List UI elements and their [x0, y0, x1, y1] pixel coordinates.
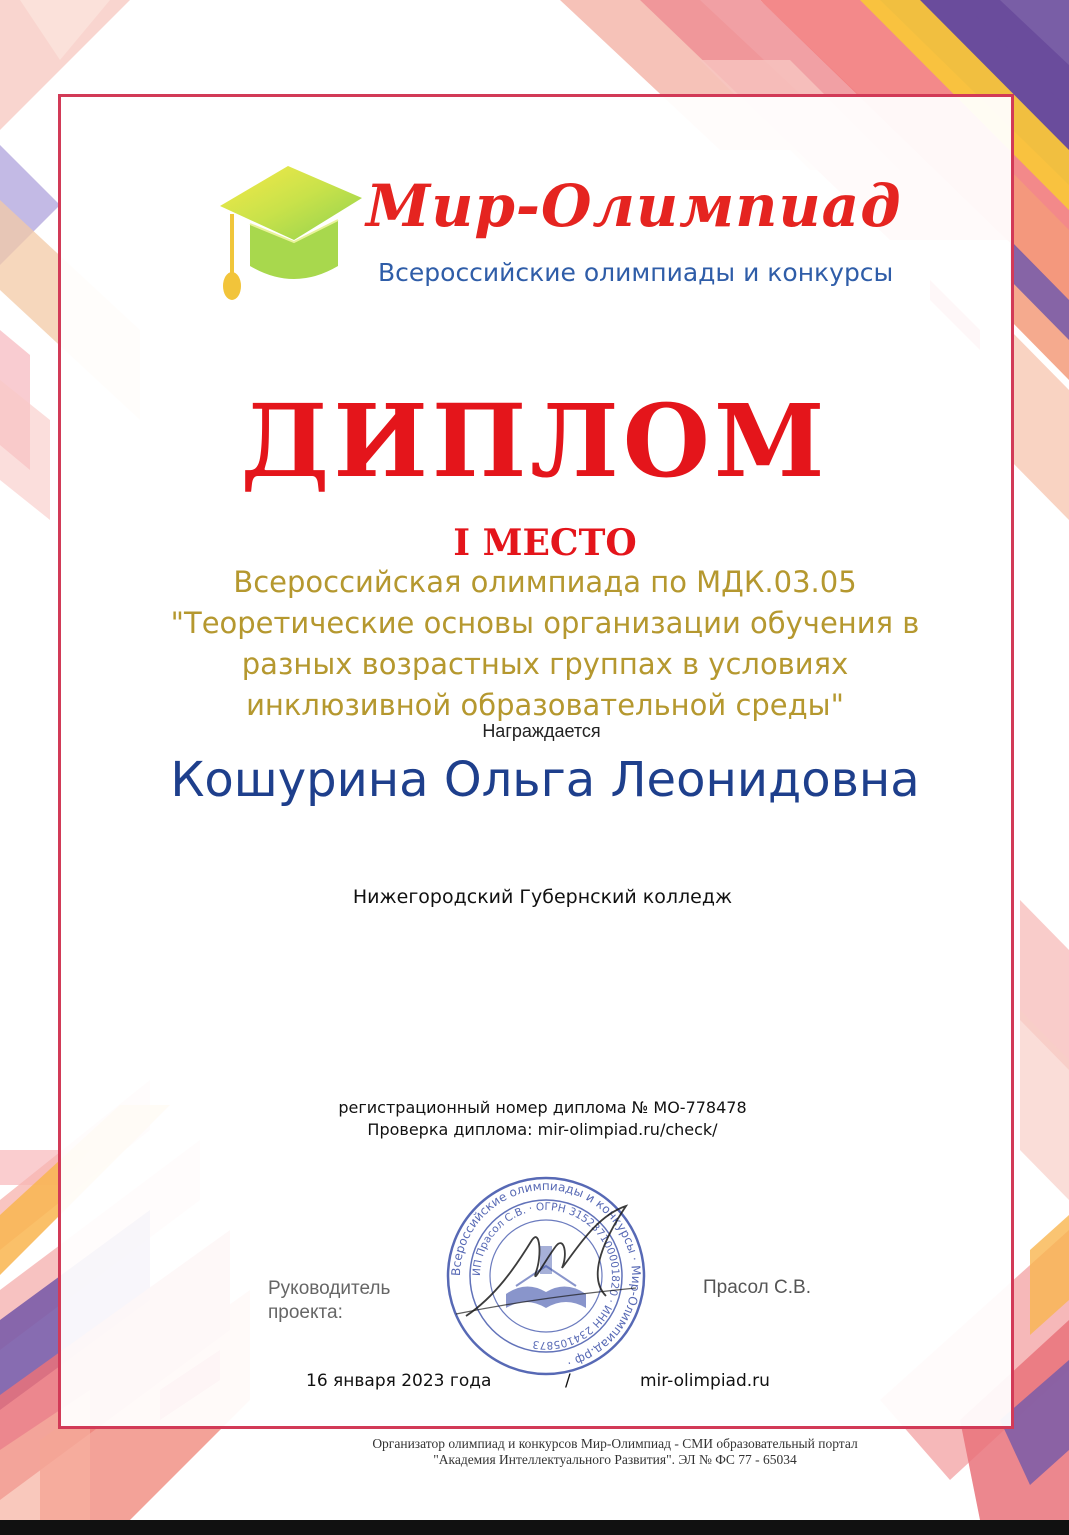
issue-date: 16 января 2023 года [306, 1371, 492, 1391]
place-label: I МЕСТО [453, 522, 637, 564]
footer-note [0, 1436, 1069, 1468]
olympiad-line: Всероссийская олимпиада по МДК.03.05 [233, 565, 857, 599]
olympiad-name [110, 562, 980, 726]
footer-line: Организатор олимпиад и конкурсов Мир-Олимпиад - СМИ образовательный портал [372, 1436, 858, 1451]
olympiad-line: разных возрастных группах в условиях [241, 647, 849, 681]
footer-line: "Академия Интеллектуального Развития". ЭЛ № ФС 77 - 65034 [433, 1452, 797, 1467]
organization-name: Нижегородский Губернский колледж [352, 886, 733, 908]
signer-role-line: проекта: [268, 1302, 343, 1323]
olympiad-line: инклюзивной образовательной среды" [246, 688, 844, 722]
signer-name: Прасол С.В. [703, 1277, 811, 1298]
stamp-seal-icon [436, 1176, 656, 1376]
logo-title: Мир-Олимпиад [366, 172, 902, 240]
stamp-inner-text: ИП Прасол С.В. · ОГРН 315237100001820 · ИНН 234105873 [470, 1200, 622, 1352]
bottom-bar [0, 1520, 1069, 1535]
verification-link: Проверка диплома: mir-olimpiad.ru/check/ [367, 1120, 718, 1139]
stamp-outer-text: Всероссийские олимпиады и конкурсы · Мир-Олимпиад.рф · [448, 1178, 644, 1371]
signer-role [268, 1277, 418, 1325]
logo-subtitle: Всероссийские олимпиады и конкурсы [378, 258, 894, 287]
awarded-label: Награждается [482, 721, 601, 741]
recipient-name: Кошурина Ольга Леонидовна [170, 752, 920, 808]
diploma-title: ДИПЛОМ [240, 382, 829, 500]
separator: / [565, 1371, 571, 1391]
registration-number: регистрационный номер диплома № МО-778478 [338, 1098, 747, 1117]
olympiad-line: "Теоретические основы организации обучения в [170, 606, 920, 640]
registration-info [0, 1097, 1069, 1141]
website-link: mir-olimpiad.ru [640, 1371, 770, 1391]
signer-role-line: Руководитель [268, 1278, 391, 1299]
